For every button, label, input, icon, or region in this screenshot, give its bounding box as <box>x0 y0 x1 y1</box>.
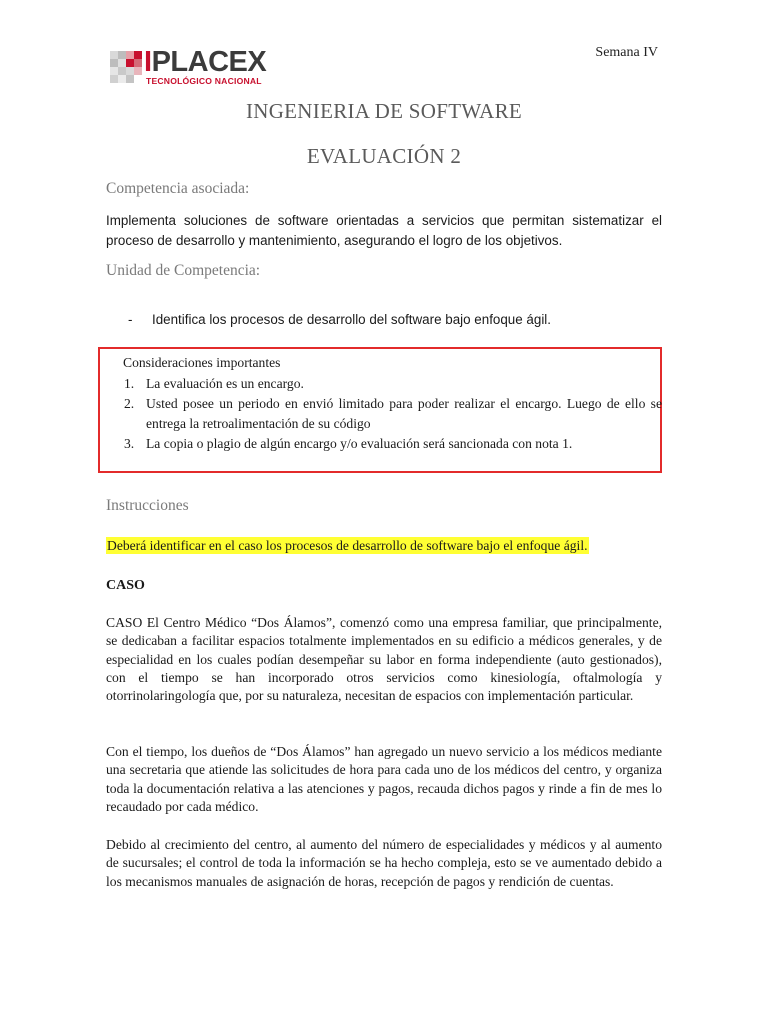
instructions-heading: Instrucciones <box>106 497 189 514</box>
evaluation-title: EVALUACIÓN 2 <box>306 144 462 168</box>
list-item: 3. La copia o plagio de algún encargo y/o evaluación será sancionada con nota 1. <box>124 436 573 451</box>
logo-subtitle: TECNOLÓGICO NACIONAL <box>146 76 262 86</box>
considerations-list <box>122 374 662 454</box>
list-item: 2. Usted posee un periodo en envió limitado para poder realizar el encargo. Luego de ello se entrega la retroalimentación de su código <box>124 396 662 431</box>
list-item: 1. La evaluación es un encargo. <box>124 376 304 391</box>
logo-wordmark: IPLACEX <box>144 46 267 78</box>
week-label: Semana IV <box>595 45 658 60</box>
instructions-text <box>106 538 589 554</box>
competence-heading: Competencia asociada: <box>106 180 250 197</box>
case-paragraph: Con el tiempo, los dueños de “Dos Álamos” han agregado un nuevo servicio a los médicos mediante una secretaria que atiende las solicitudes de hora para cada uno de los médicos del centro, y organiza toda la documentación relativa a las atenciones y pagos, recauda dichos pagos y rinde a fin de mes lo recaudado por cada médico. <box>106 744 662 814</box>
unit-heading: Unidad de Competencia: <box>106 262 261 279</box>
logo-mosaic-icon <box>110 49 144 85</box>
considerations-box <box>98 347 662 473</box>
considerations-heading: Consideraciones importantes <box>123 355 281 370</box>
competence-text: Implementa soluciones de software orientadas a servicios que permitan sistematizar el proceso de desarrollo y mantenimiento, asegurando el logro de los objetivos. <box>106 213 662 248</box>
unit-bullet-text: Identifica los procesos de desarrollo del software bajo enfoque ágil. <box>152 312 551 327</box>
case-heading: CASO <box>106 578 145 593</box>
course-title: INGENIERIA DE SOFTWARE <box>245 99 523 123</box>
highlighted-instruction: Deberá identificar en el caso los procesos de desarrollo de software bajo el enfoque ágil. <box>107 538 588 553</box>
iplacex-logo <box>110 46 270 87</box>
case-paragraph: CASO El Centro Médico “Dos Álamos”, comenzó como una empresa familiar, que principalmente, se dedicaban a facilitar espacios totalmente implementados en su edificio a médicos generales, y de especialidad en los cuales podían desempeñar su labor en forma independiente (auto gestionados), con el tiempo se han incorporado otros servicios como kinesiología, oftalmología y otorrinolaringología que, por su naturaleza, necesitan de espacios con implementación particular. <box>106 615 662 704</box>
case-paragraph: Debido al crecimiento del centro, al aumento del número de especialidades y médicos y al aumento de sucursales; el control de toda la información se ha hecho compleja, esto se ve aumentado debido a los mecanismos manuales de asignación de horas, recepción de pagos y rendición de cuentas. <box>106 837 662 889</box>
unit-bullet <box>128 312 648 327</box>
bullet-marker: - <box>128 312 133 327</box>
